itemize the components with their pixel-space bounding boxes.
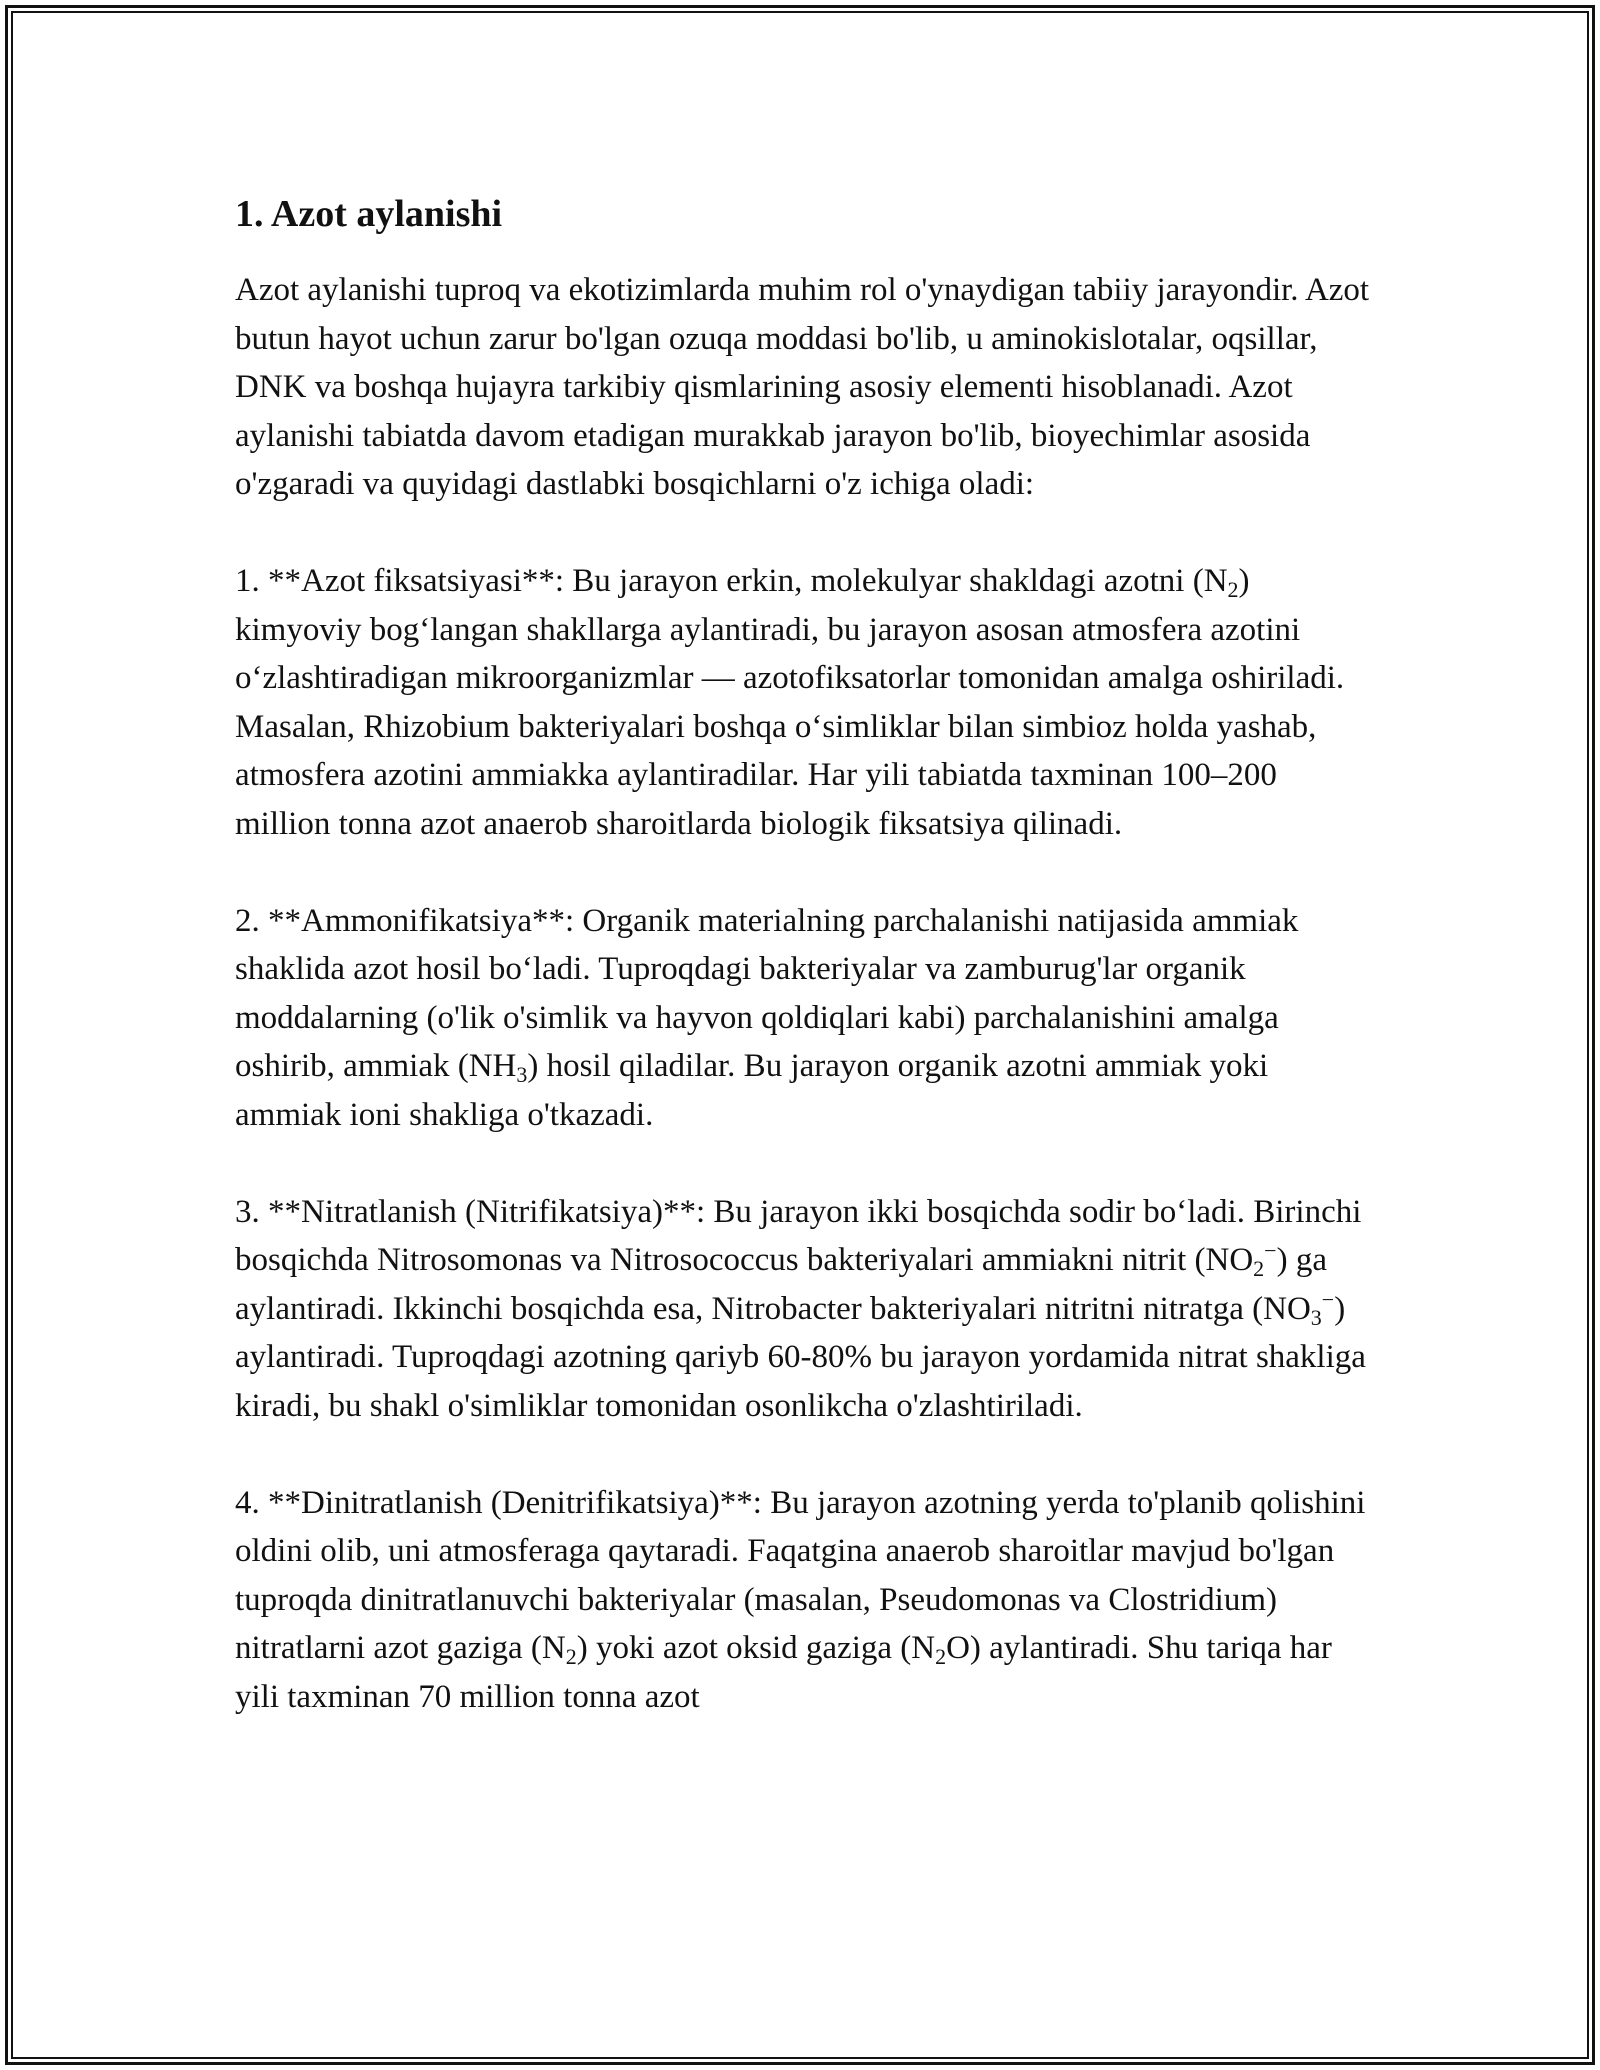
subscript: 2	[935, 1644, 947, 1669]
paragraph-nitrifikatsiya	[235, 1188, 1375, 1431]
text-segment: 1. **Azot fiksatsiyasi**: Bu jarayon erkin, molekulyar shakldagi azotni (N	[235, 563, 1228, 599]
text-segment: ) hosil qiladilar. Bu jarayon organik azotni ammiak yoki ammiak ioni shakliga o'tkazadi.	[235, 1048, 1269, 1133]
text-segment: ) kimyoviy bog‘langan shakllarga aylantiradi, bu jarayon asosan atmosfera azotini o‘zlashtiradigan mikroorganizmlar — azotofiksatorlar tomonidan amalga oshiriladi. Masalan, Rhizobium bakteriyalari boshqa o‘simliklar bilan simbioz holda yashab, atmosfera azotini ammiakka aylantiradilar. Har yili tabiatda taxminan 100–200 million tonna azot anaerob sharoitlarda biologik fiksatsiya qilinadi.	[235, 563, 1345, 842]
paragraph-azot-fiksatsiyasi	[235, 557, 1375, 848]
superscript: −	[1321, 1286, 1335, 1312]
text-segment: ) ga aylantiradi. Ikkinchi bosqichda esa, Nitrobacter bakteriyalari nitritni nitratga (NO	[235, 1242, 1327, 1327]
paragraph-ammonifikatsiya	[235, 897, 1375, 1140]
superscript: −	[1264, 1238, 1277, 1263]
text-segment: O) aylantiradi. Shu tariqa har yili taxminan 70 million tonna azot	[235, 1630, 1332, 1715]
text-segment: 3. **Nitratlanish (Nitrifikatsiya)**: Bu jarayon ikki bosqichda sodir bo‘ladi. Birinchi bosqichda Nitrosomonas va Nitrosococcus bakteriyalari ammiakni nitrit (NO	[235, 1193, 1362, 1278]
document-body	[235, 188, 1375, 1770]
paragraph-denitrifikatsiya	[235, 1479, 1375, 1722]
subscript: 2	[1227, 577, 1239, 602]
subscript: 3	[516, 1062, 528, 1087]
text-segment: 2. **Ammonifikatsiya**: Organik materialning parchalanishi natijasida ammiak shaklida azot hosil bo‘ladi. Tuproqdagi bakteriyalar va zamburug'lar organik moddalarning (o'lik o'simlik va hayvon qoldiqlari kabi) parchalanishini amalga oshirib, ammiak (NH	[235, 902, 1299, 1084]
text-segment: 4. **Dinitratlanish (Denitrifikatsiya)**: Bu jarayon azotning yerda to'planib qolishini oldini olib, uni atmosferaga qaytaradi. Faqatgina anaerob sharoitlar mavjud bo'lgan tuproqda dinitratlanuvchi bakteriyalar (masalan, Pseudomonas va Clostridium) nitratlarni azot gaziga (N	[235, 1484, 1366, 1666]
text-segment: ) aylantiradi. Tuproqdagi azotning qariyb 60-80% bu jarayon yordamida nitrat shakliga kiradi, bu shakl o'simliklar tomonidan osonlikcha o'zlashtiriladi.	[235, 1290, 1366, 1424]
section-heading: 1. Azot aylanishi	[235, 193, 503, 235]
subscript: 2	[565, 1644, 577, 1669]
text-segment: ) yoki azot oksid gaziga (N	[576, 1630, 936, 1666]
subscript: 3	[1310, 1304, 1322, 1330]
intro-paragraph: Azot aylanishi tuproq va ekotizimlarda muhim rol o'ynaydigan tabiiy jarayondir. Azot butun hayot uchun zarur bo'lgan ozuqa moddasi bo'lib, u aminokislotalar, oqsillar, DNK va boshqa hujayra tarkibiy qismlarining asosiy elementi hisoblanadi. Azot aylanishi tabiatda davom etadigan murakkab jarayon bo'lib, bioyechimlar asosida o'zgaradi va quyidagi dastlabki bosqichlarni o'z ichiga oladi:	[235, 272, 1370, 502]
subscript: 2	[1253, 1256, 1265, 1281]
